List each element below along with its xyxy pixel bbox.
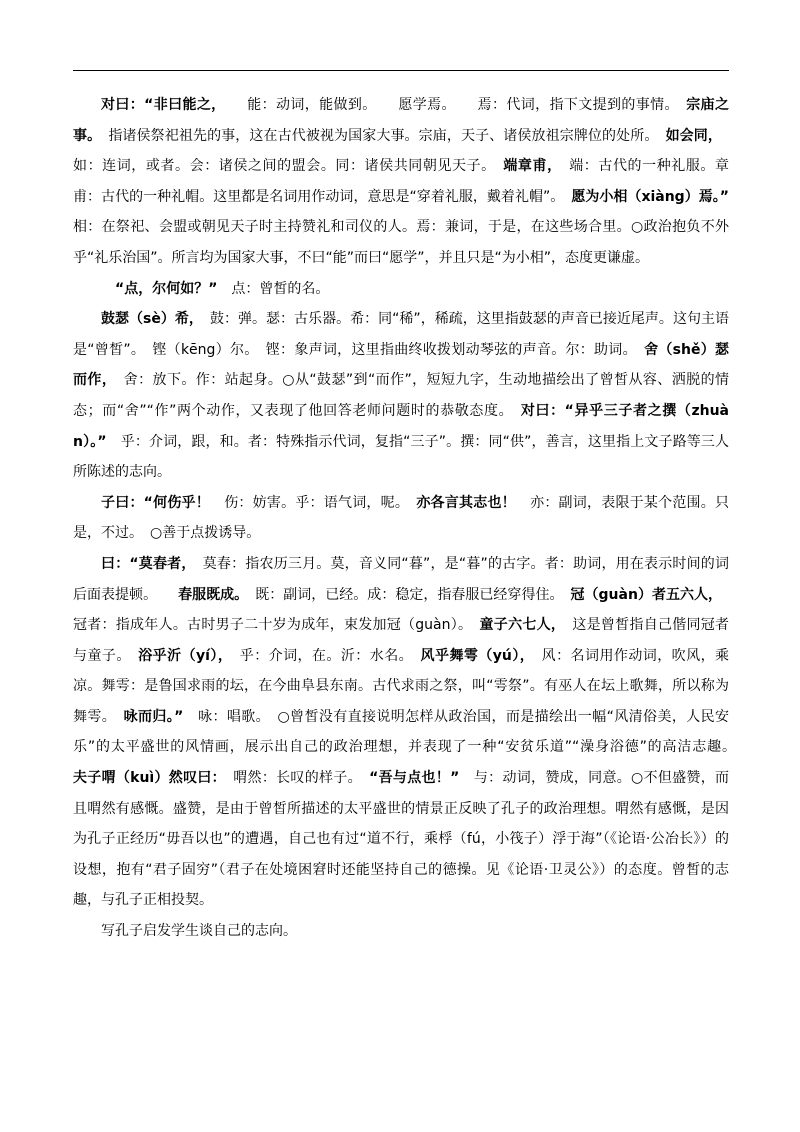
quote-text: 如会同， [665, 127, 716, 144]
quote-text: 子曰：“何伤乎！ [101, 494, 210, 511]
quote-text: 鼓瑟（sè）希， [101, 311, 196, 328]
quote-text: 夫子喟（kuì）然叹曰： [73, 770, 219, 787]
annotation-text: 咏：唱歌。 ○曾皙没有直接说明怎样从政治国，而是描绘出一幅“风清俗美，人民安乐”的太平盛世的风情画，展示出自己的政治理想，并表现了一种“安贫乐道”“澡身浴德”的高洁志趣。 [73, 708, 757, 756]
quote-text: 风乎舞雩（yú）， [420, 647, 528, 664]
annotation-text: 与：动词，赞成，同意。○不但盛赞，而且喟然有感慨。盛赞，是由于曾皙所描述的太平盛世的情景正反映了孔子的政治理想。喟然有感慨，是因为孔子正经历“毋吾以也”的遭遇，自己也有过“道不行，乘桴（fú，小筏子）浮于海”（《论语·公冶长》）的设想，抱有“君子固穷”（君子在处境困窘时还能坚持自己的德操。见《论语·卫灵公》）的态度。曾皙的志趣，与孔子正相投契。 [73, 770, 730, 909]
quote-text: 端章甫， [503, 158, 555, 175]
paragraph-4 [73, 488, 729, 549]
annotation-text: 喟然：长叹的样子。 [218, 770, 370, 787]
quote-text: 亦各言其志也！ [416, 494, 516, 511]
annotation-text: 能：动词，能做到。 愿学焉。 焉：代词，指下文提到的事情。 [218, 97, 687, 113]
annotation-text: 鼓：弹。瑟：古乐器。希：同“稀”，稀疏，这里指鼓瑟的声音已接近尾声。这句主语是“曾皙”。 铿（kēng）尔。 铿：象声词，这里指曲终收拨划动琴弦的声音。尔：助词。 [73, 311, 729, 358]
quote-text: “点，尔何如？” [101, 280, 218, 297]
annotation-text: 端：古代的一种礼服。章甫：古代的一种礼帽。这里都是名词用作动词，意思是“穿着礼服，戴着礼帽”。 [73, 158, 730, 205]
quote-text: 宗庙之事。 [73, 97, 730, 144]
quote-text: 冠（guàn）者五六人， [570, 586, 716, 603]
quote-text: 舍（shě）瑟而作， [73, 341, 730, 389]
quote-text: 浴乎沂（yí）， [138, 647, 226, 664]
quote-text: “吾与点也！” [369, 770, 460, 787]
quote-text: 愿为小相（xiàng）焉。” [571, 188, 729, 205]
summary-text: 写孔子启发学生谈自己的志向。 [101, 923, 297, 940]
annotation-text: 乎：介词，跟，和。者：特殊指示代词，复指“三子”。撰：同“供”，善言，这里指上文子路等三人所陈述的志向。 [73, 433, 729, 481]
annotation-text: 冠者：指成年人。古时男子二十岁为成年，束发加冠（guàn）。 [73, 586, 730, 634]
quote-text: 曰：“莫春者， [101, 555, 189, 572]
annotation-text: 乎：介词，在。沂：水名。 [225, 647, 421, 664]
annotation-text: 相：在祭祀、会盟或朝见天子时主持赞礼和司仪的人。焉：兼词，于是，在这些场合里。○政治抱负不外乎“礼乐治国”。所言均为国家大事，不曰“能”而曰“愿学”，并且只是“为小相”，态度更谦虚。 [73, 188, 757, 266]
annotation-text: 指诸侯祭祀祖先的事，这在古代被视为国家大事。宗庙，天子、诸侯放祖宗牌位的处所。 [94, 127, 666, 144]
annotation-text: 这是曾皙指自己偕同冠者与童子。 [73, 617, 730, 664]
annotation-text: 风：名词用作动词，吹风，乘凉。舞雩：是鲁国求雨的坛，在今曲阜县东南。古代求雨之祭，叫“雩祭”。有巫人在坛上歌舞，所以称为舞雩。 [73, 647, 730, 725]
paragraph-2 [73, 274, 729, 305]
annotation-text: 点：曾皙的名。 [217, 280, 330, 297]
annotation-text: 莫春：指农历三月。莫，音义同“暮”，是“暮”的古字。者：助词，用在表示时间的词后面表提顿。 [73, 555, 730, 603]
header-rule [73, 70, 729, 71]
annotation-text: 舍：放下。作：站起身。○从“鼓瑟”到“而作”，短短九字，生动地描绘出了曾皙从容、洒脱的情态；而“舍”“作”两个动作，又表现了他回答老师问题时的恭敬态度。 [73, 372, 729, 419]
annotation-text: 伤：妨害。乎：语气词，呢。 [209, 494, 417, 511]
quote-text: 咏而归。” [123, 708, 184, 725]
paragraph-3 [73, 304, 729, 488]
document-body [73, 90, 757, 947]
quote-text: 童子六七人， [479, 617, 559, 634]
annotation-text: 如：连词，或者。会：诸侯之间的盟会。同：诸侯共同朝见天子。 [73, 127, 730, 175]
paragraph-1 [73, 90, 757, 274]
quote-text: 对曰：“异乎三子者之撰（zhuàn）。” [73, 402, 729, 450]
quote-text: 对曰：“非曰能之， [101, 97, 219, 113]
quote-text: 春服既成。 [178, 586, 242, 603]
paragraph-6 [73, 916, 729, 947]
annotation-text: 亦：副词，表限于某个范围。只是，不过。 ○善于点拨诱导。 [73, 494, 730, 542]
paragraph-5 [73, 549, 757, 916]
annotation-text: 既：副词，已经。成：稳定，指春服已经穿得住。 [241, 586, 571, 603]
